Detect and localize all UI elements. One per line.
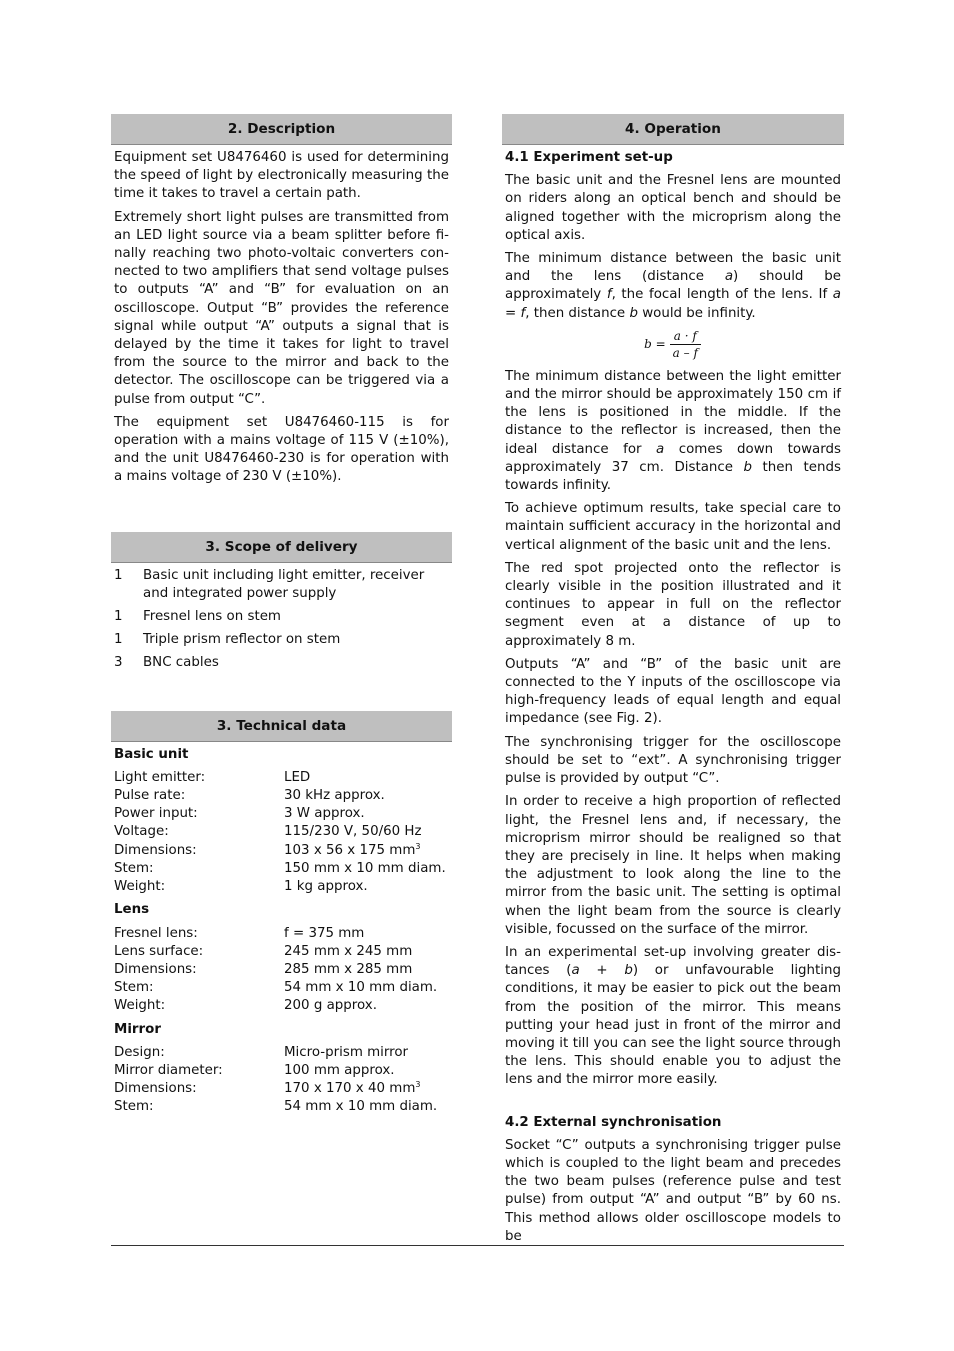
basic-unit-title: Basic unit xyxy=(114,746,189,762)
spec-row xyxy=(111,961,452,979)
spec-key: Stem: xyxy=(114,980,154,996)
description-paragraph-2: Extremely short light pulses are transmitted from an LED light source via a beam splitter before finally reaching two photo-voltaic converters connected to two amplifiers that send voltage pulses to outputs “A” and “B” for evaluation on an oscilloscope. Output “B” provides the reference signal while output “A” outputs a signal that is delayed by the time it takes for light to travel from the source to the mirror and back to the detector. The oscilloscope can be triggered via a pulse from output “C”. xyxy=(114,209,449,407)
operation-paragraph-4: To achieve optimum results, take special care to maintain sufficient accuracy in the horizontal and vertical alignment of the basic unit and the lens. xyxy=(505,501,841,553)
delivery-item xyxy=(111,567,452,603)
variable: a xyxy=(656,441,665,457)
variable: b xyxy=(743,459,753,475)
operation-paragraph-3 xyxy=(502,368,844,495)
spec-key: Stem: xyxy=(114,1099,154,1115)
spec-key: Design: xyxy=(114,1044,165,1060)
operation-paragraph-9 xyxy=(502,944,844,1090)
spec-key: Dimensions: xyxy=(114,1081,197,1097)
spec-key: Dimensions: xyxy=(114,842,197,858)
variable: a xyxy=(724,269,734,285)
formula-numerator: a · f xyxy=(670,329,701,345)
delivery-qty: 1 xyxy=(114,609,123,625)
spec-key: Lens surface: xyxy=(114,943,204,959)
spec-value: 1 kg approx. xyxy=(284,879,368,895)
operation-paragraph-10: Socket “C” outputs a synchronising trigger pulse which is coupled to the light beam and precedes the two beam pulses (reference pulse and test pulse) from output “A” and output “B” by 60 ns. This method allows older oscilloscope models to be xyxy=(505,1137,841,1244)
operation-paragraph-6: Outputs “A” and “B” of the basic unit are connected to the Y inputs of the oscilloscope via high-frequency leads of equal length and equal impedance (see Fig. 2). xyxy=(505,656,841,727)
formula-lhs: b = xyxy=(644,337,666,352)
formula-fraction xyxy=(669,329,702,360)
text-run: ) should be approximately xyxy=(505,269,841,303)
experiment-setup-title: 4.1 Experiment set-up xyxy=(505,150,673,165)
spec-value: 150 mm x 10 mm diam. xyxy=(284,860,446,876)
footer-rule xyxy=(111,1245,844,1246)
description-paragraph-3: The equipment set U8476460-115 is for operation with a mains voltage of 115 V (±10%), and the unit U8476460-230 is for operation with a mains voltage of 230 V (±10%). xyxy=(114,414,449,485)
spec-value: 30 kHz approx. xyxy=(284,788,385,804)
spec-key: Mirror diameter: xyxy=(114,1062,223,1078)
spec-key: Dimensions: xyxy=(114,961,197,977)
spec-row xyxy=(111,805,452,823)
operation-paragraph-5: The red spot projected onto the reflector is clearly visible in the position illustrated and it continues to appear in full on the reflector segment even at a distance of up to approximately 8 m. xyxy=(505,560,841,649)
variable: a + b xyxy=(571,963,633,979)
delivery-qty: 1 xyxy=(114,632,123,648)
external-sync-title: 4.2 External synchronisation xyxy=(505,1114,722,1130)
technical-heading: 3. Technical data xyxy=(111,711,452,742)
spec-value: f = 375 mm xyxy=(284,925,365,941)
spec-row xyxy=(111,1098,452,1116)
delivery-qty: 1 xyxy=(114,567,123,583)
spec-row xyxy=(111,769,452,787)
spec-value: 200 g approx. xyxy=(284,998,377,1014)
spec-key: Fresnel lens: xyxy=(114,925,198,941)
superscript: 3 xyxy=(415,841,421,851)
spec-row xyxy=(111,878,452,896)
variable: f xyxy=(606,287,612,303)
description-heading: 2. Description xyxy=(111,114,452,145)
spec-row xyxy=(111,842,452,860)
spec-key: Voltage: xyxy=(114,824,169,840)
operation-heading: 4. Operation xyxy=(502,114,844,145)
delivery-item xyxy=(111,631,452,649)
spec-row xyxy=(111,1044,452,1062)
variable: b xyxy=(629,305,638,321)
text-run: comes down towards approximately 37 cm. Distance xyxy=(505,441,841,475)
spec-value: 245 mm x 245 mm xyxy=(284,943,413,959)
spec-row xyxy=(111,1062,452,1080)
delivery-item xyxy=(111,608,452,626)
spec-key: Weight: xyxy=(114,879,166,895)
text-run: , then distance xyxy=(525,305,630,321)
spec-row xyxy=(111,787,452,805)
delivery-qty: 3 xyxy=(114,655,123,671)
spec-value-wrap xyxy=(284,1080,449,1098)
operation-paragraph-2 xyxy=(502,250,844,323)
text-run: , the focal length of the lens. If xyxy=(611,287,833,303)
formula-denominator: a – f xyxy=(672,345,698,360)
text-run: The minimum distance between the basic unit and the lens (distance xyxy=(505,251,841,285)
spec-value: 54 mm x 10 mm diam. xyxy=(284,980,438,996)
text-run: then tends towards infinity. xyxy=(505,459,841,494)
spec-row xyxy=(111,1080,452,1098)
spec-row xyxy=(111,823,452,841)
spec-row xyxy=(111,979,452,997)
spec-value: 100 mm approx. xyxy=(284,1062,395,1078)
delivery-text: BNC cables xyxy=(143,655,219,671)
operation-paragraph-1: The basic unit and the Fresnel lens are mounted on riders along an optical bench and should be aligned together with the microprism along the optical axis. xyxy=(505,173,841,243)
spec-row xyxy=(111,860,452,878)
spec-value: 115/230 V, 50/60 Hz xyxy=(284,824,422,840)
spec-key: Weight: xyxy=(114,998,166,1014)
spec-value: 3 W approx. xyxy=(284,806,365,822)
variable: a = f xyxy=(505,287,842,321)
delivery-text: Basic unit including light emitter, receiver and integrated power supply xyxy=(143,567,425,601)
text-run: would be infinity. xyxy=(637,305,756,321)
operation-paragraph-7: The synchronising trigger for the oscilloscope should be set to “ext”. A synchronising trigger pulse is provided by output “C”. xyxy=(505,734,841,787)
spec-value-wrap xyxy=(284,842,449,860)
spec-row xyxy=(111,925,452,943)
spec-key: Pulse rate: xyxy=(114,788,186,804)
spec-row xyxy=(111,997,452,1015)
spec-key: Power input: xyxy=(114,806,198,822)
distance-formula xyxy=(502,329,844,360)
spec-value: LED xyxy=(284,769,311,785)
delivery-text: Fresnel lens on stem xyxy=(143,609,281,625)
delivery-item xyxy=(111,654,452,672)
spec-value: 103 x 56 x 175 mm xyxy=(284,842,416,858)
left-column xyxy=(111,114,452,1117)
delivery-heading: 3. Scope of delivery xyxy=(111,532,452,563)
spec-value: 170 x 170 x 40 mm xyxy=(284,1081,416,1097)
spec-row xyxy=(111,943,452,961)
text-run: In an experimental set-up involving greater distances ( xyxy=(505,944,841,979)
spec-value: 54 mm x 10 mm diam. xyxy=(284,1099,438,1115)
spec-value: 285 mm x 285 mm xyxy=(284,961,413,977)
superscript: 3 xyxy=(415,1080,421,1090)
spec-key: Light emitter: xyxy=(114,769,206,785)
text-run: ) or unfavourable lighting conditions, it may be easier to pick out the beam from the position of the mirror. This means putting your head just in front of the mirror and moving it till you can see the light source through the lens. This should enable you to adjust the lens and the mirror more easily. xyxy=(505,963,841,1088)
spec-key: Stem: xyxy=(114,860,154,876)
description-paragraph-1: Equipment set U8476460 is used for determining the speed of light by electronically measuring the time it takes to travel a certain path. xyxy=(114,150,449,202)
spec-value: Micro-prism mirror xyxy=(284,1044,409,1060)
operation-paragraph-8: In order to receive a high proportion of reflected light, the Fresnel lens and, if necessary, the microprism mirror should be realigned so that they are precisely in line. It helps when making the adjustment to look along the line to the mirror from the basic unit. The setting is optimal when the light beam from the source is clearly visible, focussed on the surface of the mirror. xyxy=(505,794,841,937)
lens-title: Lens xyxy=(114,902,150,918)
right-column xyxy=(502,114,844,1246)
delivery-text: Triple prism reflector on stem xyxy=(143,632,341,648)
text-run: The minimum distance between the light emitter and the mirror should be approximately 150 cm if the lens is positioned in the middle. If the distance to the reflector is increased, then the ideal distance for xyxy=(505,368,841,457)
mirror-title: Mirror xyxy=(114,1021,161,1037)
